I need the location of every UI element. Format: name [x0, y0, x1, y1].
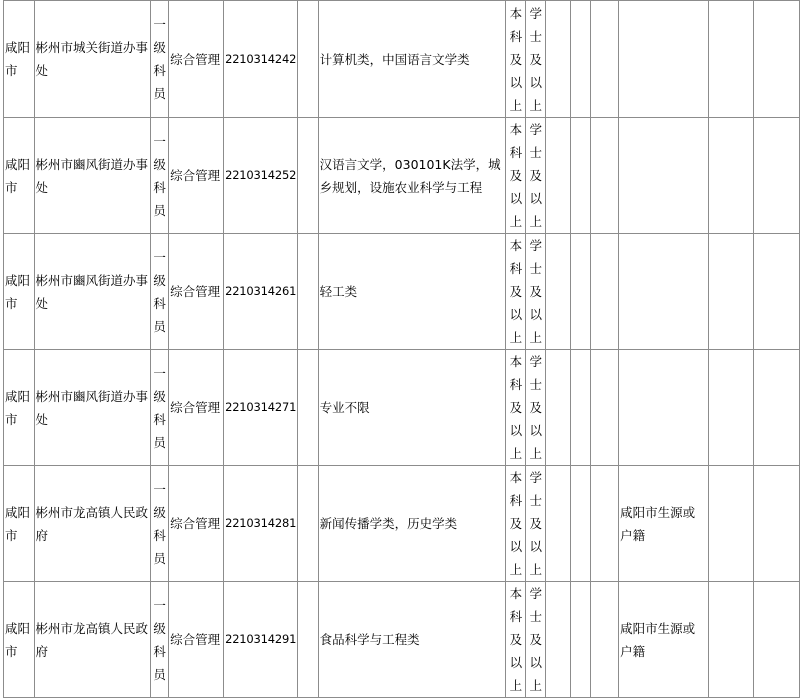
degree-cell: 学士及以上 — [526, 466, 546, 582]
table-row — [4, 118, 800, 234]
empty-cell — [298, 582, 318, 698]
major-cell: 汉语言文学，030101K法学，城乡规划，设施农业科学与工程 — [318, 118, 506, 234]
table-row — [4, 582, 800, 698]
empty-cell — [754, 118, 800, 234]
empty-cell — [546, 1, 570, 118]
position-code-cell: 2210314252 — [224, 118, 298, 234]
job-level-cell: 一级科员 — [151, 118, 169, 234]
recruitment-table — [3, 0, 800, 698]
empty-cell — [570, 118, 590, 234]
department-cell: 彬州市龙高镇人民政府 — [34, 582, 151, 698]
note-cell — [619, 1, 709, 118]
education-cell: 本科及以上 — [506, 466, 526, 582]
degree-cell: 学士及以上 — [526, 118, 546, 234]
empty-cell — [708, 350, 754, 466]
major-cell: 食品科学与工程类 — [318, 582, 506, 698]
department-cell: 彬州市豳风街道办事处 — [34, 118, 151, 234]
education-cell: 本科及以上 — [506, 1, 526, 118]
major-cell: 计算机类，中国语言文学类 — [318, 1, 506, 118]
major-cell: 新闻传播学类，历史学类 — [318, 466, 506, 582]
empty-cell — [298, 234, 318, 350]
city-cell: 咸阳市 — [4, 1, 35, 118]
empty-cell — [754, 1, 800, 118]
position-code-cell: 2210314242 — [224, 1, 298, 118]
empty-cell — [570, 1, 590, 118]
position-cell: 综合管理 — [169, 234, 224, 350]
job-level-cell: 一级科员 — [151, 582, 169, 698]
empty-cell — [754, 466, 800, 582]
empty-cell — [546, 118, 570, 234]
empty-cell — [590, 582, 618, 698]
table-body — [4, 1, 800, 698]
table-row — [4, 466, 800, 582]
empty-cell — [590, 234, 618, 350]
city-cell: 咸阳市 — [4, 234, 35, 350]
position-code-cell: 2210314281 — [224, 466, 298, 582]
empty-cell — [708, 1, 754, 118]
degree-cell: 学士及以上 — [526, 234, 546, 350]
empty-cell — [708, 118, 754, 234]
table-row — [4, 1, 800, 118]
empty-cell — [590, 118, 618, 234]
city-cell: 咸阳市 — [4, 350, 35, 466]
table-row — [4, 234, 800, 350]
education-cell: 本科及以上 — [506, 350, 526, 466]
position-cell: 综合管理 — [169, 1, 224, 118]
major-cell: 轻工类 — [318, 234, 506, 350]
empty-cell — [590, 1, 618, 118]
empty-cell — [708, 234, 754, 350]
position-cell: 综合管理 — [169, 350, 224, 466]
department-cell: 彬州市城关街道办事处 — [34, 1, 151, 118]
position-code-cell: 2210314291 — [224, 582, 298, 698]
empty-cell — [754, 350, 800, 466]
education-cell: 本科及以上 — [506, 234, 526, 350]
position-cell: 综合管理 — [169, 118, 224, 234]
major-cell: 专业不限 — [318, 350, 506, 466]
degree-cell: 学士及以上 — [526, 1, 546, 118]
empty-cell — [708, 582, 754, 698]
department-cell: 彬州市豳风街道办事处 — [34, 350, 151, 466]
job-level-cell: 一级科员 — [151, 350, 169, 466]
table-row — [4, 350, 800, 466]
empty-cell — [754, 582, 800, 698]
empty-cell — [570, 466, 590, 582]
position-code-cell: 2210314271 — [224, 350, 298, 466]
empty-cell — [590, 350, 618, 466]
empty-cell — [298, 1, 318, 118]
empty-cell — [708, 466, 754, 582]
empty-cell — [298, 466, 318, 582]
empty-cell — [570, 582, 590, 698]
note-cell: 咸阳市生源或户籍 — [619, 582, 709, 698]
empty-cell — [570, 350, 590, 466]
position-cell: 综合管理 — [169, 466, 224, 582]
job-level-cell: 一级科员 — [151, 1, 169, 118]
education-cell: 本科及以上 — [506, 118, 526, 234]
degree-cell: 学士及以上 — [526, 582, 546, 698]
city-cell: 咸阳市 — [4, 582, 35, 698]
position-code-cell: 2210314261 — [224, 234, 298, 350]
city-cell: 咸阳市 — [4, 466, 35, 582]
degree-cell: 学士及以上 — [526, 350, 546, 466]
city-cell: 咸阳市 — [4, 118, 35, 234]
note-cell — [619, 350, 709, 466]
department-cell: 彬州市龙高镇人民政府 — [34, 466, 151, 582]
empty-cell — [590, 466, 618, 582]
empty-cell — [546, 350, 570, 466]
empty-cell — [570, 234, 590, 350]
job-level-cell: 一级科员 — [151, 466, 169, 582]
position-cell: 综合管理 — [169, 582, 224, 698]
empty-cell — [754, 234, 800, 350]
note-cell: 咸阳市生源或户籍 — [619, 466, 709, 582]
empty-cell — [298, 118, 318, 234]
education-cell: 本科及以上 — [506, 582, 526, 698]
empty-cell — [546, 466, 570, 582]
empty-cell — [546, 234, 570, 350]
note-cell — [619, 234, 709, 350]
note-cell — [619, 118, 709, 234]
empty-cell — [546, 582, 570, 698]
empty-cell — [298, 350, 318, 466]
job-level-cell: 一级科员 — [151, 234, 169, 350]
department-cell: 彬州市豳风街道办事处 — [34, 234, 151, 350]
